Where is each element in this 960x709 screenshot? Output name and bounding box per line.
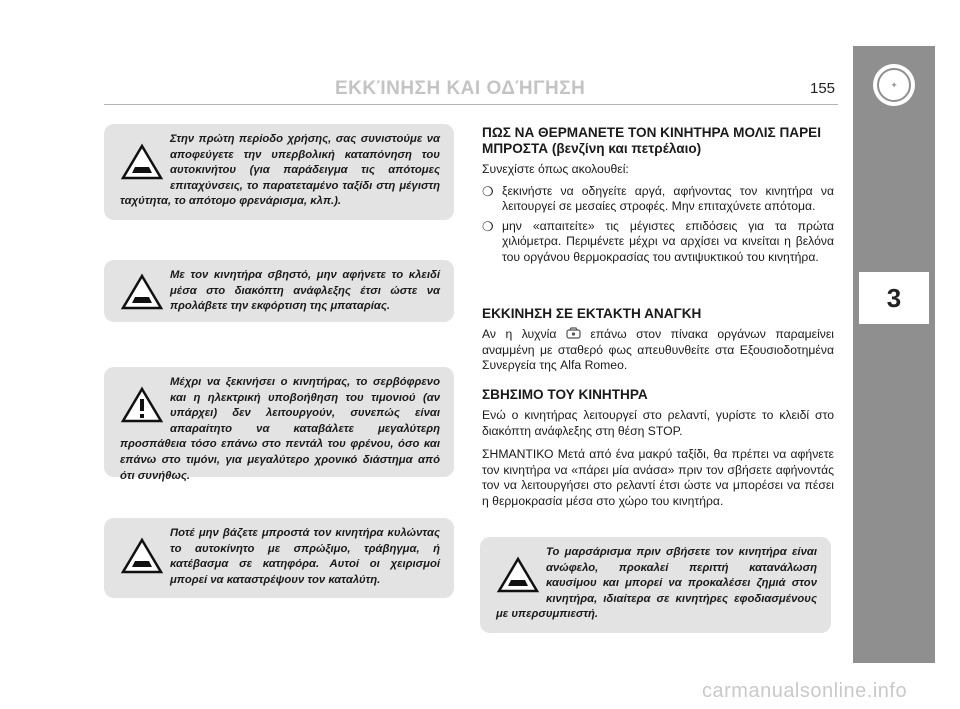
- section-text: Ενώ ο κινητήρας λειτουργεί στο ρελαντί, γυρίστε το κλειδί στο διακόπτη ανάφλεξης στη θέση STOP.: [482, 408, 834, 438]
- section-title: ΕΚΚΙΝΗΣΗ ΣΕ ΕΚΤΑΚΤΗ ΑΝΑΓΚΗ: [482, 306, 702, 321]
- warning-box-push-start: [104, 518, 454, 598]
- section-engine-off: [482, 387, 834, 516]
- list-item-text: ξεκινήστε να οδηγείτε αργά, αφήνοντας τον κινητήρα να λειτουργεί σε μεσαίες στροφές. Μην επιταχύνετε απότομα.: [502, 183, 834, 214]
- warning-car-icon: [496, 555, 540, 595]
- section-text-important: ΣΗΜΑΝΤΙΚΟ Μετά από ένα μακρύ ταξίδι, θα πρέπει να αφήνετε τον κινητήρα να «πάρει μία ανάσα» πριν τον σβήσετε αφήνοντάς τον να λειτουργήσει στο ρελαντί έτσι ώστε να μπορέσει να πέσει η θερμοκρασία μέσα στο χώρο του κινητήρα.: [482, 447, 834, 508]
- section-text: [482, 327, 834, 374]
- warning-box-ignition-key: [104, 260, 454, 322]
- section-title: ΠΩΣ ΝΑ ΘΕΡΜΑΝΕΤΕ ΤΟΝ ΚΙΝΗΤΗΡΑ ΜΟΛΙΣ ΠΑΡΕΙ ΜΠΡΟΣΤΑ (βενζίνη και πετρέλαιο): [482, 125, 822, 156]
- watermark-text: carmanualsonline.info: [702, 680, 908, 702]
- logo-emblem-icon: ✚: [877, 68, 911, 102]
- chapter-side-tab: [853, 46, 935, 663]
- list-item: [482, 219, 834, 266]
- section-intro: Συνεχίστε όπως ακολουθεί:: [482, 162, 629, 176]
- warning-text: Στην πρώτη περίοδο χρήσης, σας συνιστούμε να αποφεύγετε την υπερβολική καταπόνηση του αυτοκινήτου (για παράδειγμα τις απότομες επιταχύνσεις, το παρατεταμένο ταξίδι στη μέγιστη ταχύτητα, το απότομο φρενάρισμα, κλπ.).: [120, 133, 440, 208]
- alfa-romeo-logo: [873, 64, 915, 106]
- warning-box-break-in: [104, 124, 454, 220]
- warning-car-icon: [120, 536, 164, 576]
- section-emergency-start: [482, 306, 834, 380]
- header-divider: [104, 104, 838, 105]
- warning-car-icon: [120, 272, 164, 312]
- section-title: ΣΒΗΣΙΜΟ ΤΟΥ ΚΙΝΗΤΗΡΑ: [482, 387, 648, 402]
- bullet-circle-icon: ❍: [482, 183, 494, 199]
- section-text-end: επάνω στον πίνακα οργάνων παραμείνει αναμμένη με σταθερό φως απευθυνθείτε στα Εξουσιοδοτημένα Συνεργεία της Alfa Romeo.: [482, 327, 835, 373]
- warning-box-servo-brake: [104, 367, 454, 482]
- warning-text: Με τον κινητήρα σβηστό, μην αφήνετε το κλειδί μέσα στο διακόπτη ανάφλεξης έτσι ώστε να προλάβετε την εκφόρτιση της μπαταρίας.: [170, 269, 440, 313]
- warning-box-revving: [480, 537, 831, 633]
- list-item-text: μην «απαιτείτε» τις μέγιστες επιδόσεις για τα πρώτα χιλιόμετρα. Περιμένετε μέχρι να αρχίσει να κινείται η βελόνα του οργάνου θερμοκρασίας του αντιψυκτικού του κινητήρα.: [502, 218, 834, 264]
- immobilizer-warning-light-icon: [566, 327, 581, 339]
- bullet-circle-icon: ❍: [482, 218, 494, 234]
- warning-car-icon: [120, 142, 164, 182]
- warning-text: Το μαρσάρισμα πριν σβήσετε τον κινητήρα είναι ανώφελο, προκαλεί περιττή κατανάλωση καυσίμου και μπορεί να προκαλέσει ζημιά στον κινητήρα, ιδιαίτερα σε κινητήρες εφοδιασμένους με υπερσυμπιεστή.: [496, 546, 817, 621]
- section-warm-up: [482, 125, 834, 270]
- warning-text: Μέχρι να ξεκινήσει ο κινητήρας, το σερβόφρενο και η ηλεκτρική υποβοήθηση του τιμονιού (αν υπάρχει) δεν λειτουργούν, συνεπώς είναι απαραίτητο να καταβάλετε μεγαλύτερη προσπάθεια τόσο επάνω στο πεντάλ του φρένου, όσο και επάνω στο τιμόνι, για μεγαλύτερο χρονικό διάστημα από ότι συνήθως.: [120, 376, 440, 482]
- chapter-number: 3: [859, 272, 929, 324]
- warning-text: Ποτέ μην βάζετε μπροστά τον κινητήρα κυλώντας το αυτοκίνητο με σπρώξιμο, τράβηγμα, ή κατέβασμα σε κατηφόρα. Αυτοί οι χειρισμοί μπορεί να καταστρέψουν τον καταλύτη.: [170, 527, 440, 586]
- page-header-title: ΕΚΚΊΝΗΣΗ ΚΑΙ ΟΔΉΓΗΣΗ: [335, 78, 586, 99]
- warning-exclamation-icon: [120, 385, 164, 425]
- section-text-start: Αν η λυχνία: [482, 327, 557, 341]
- list-item: [482, 184, 834, 215]
- page-number: 155: [810, 80, 836, 97]
